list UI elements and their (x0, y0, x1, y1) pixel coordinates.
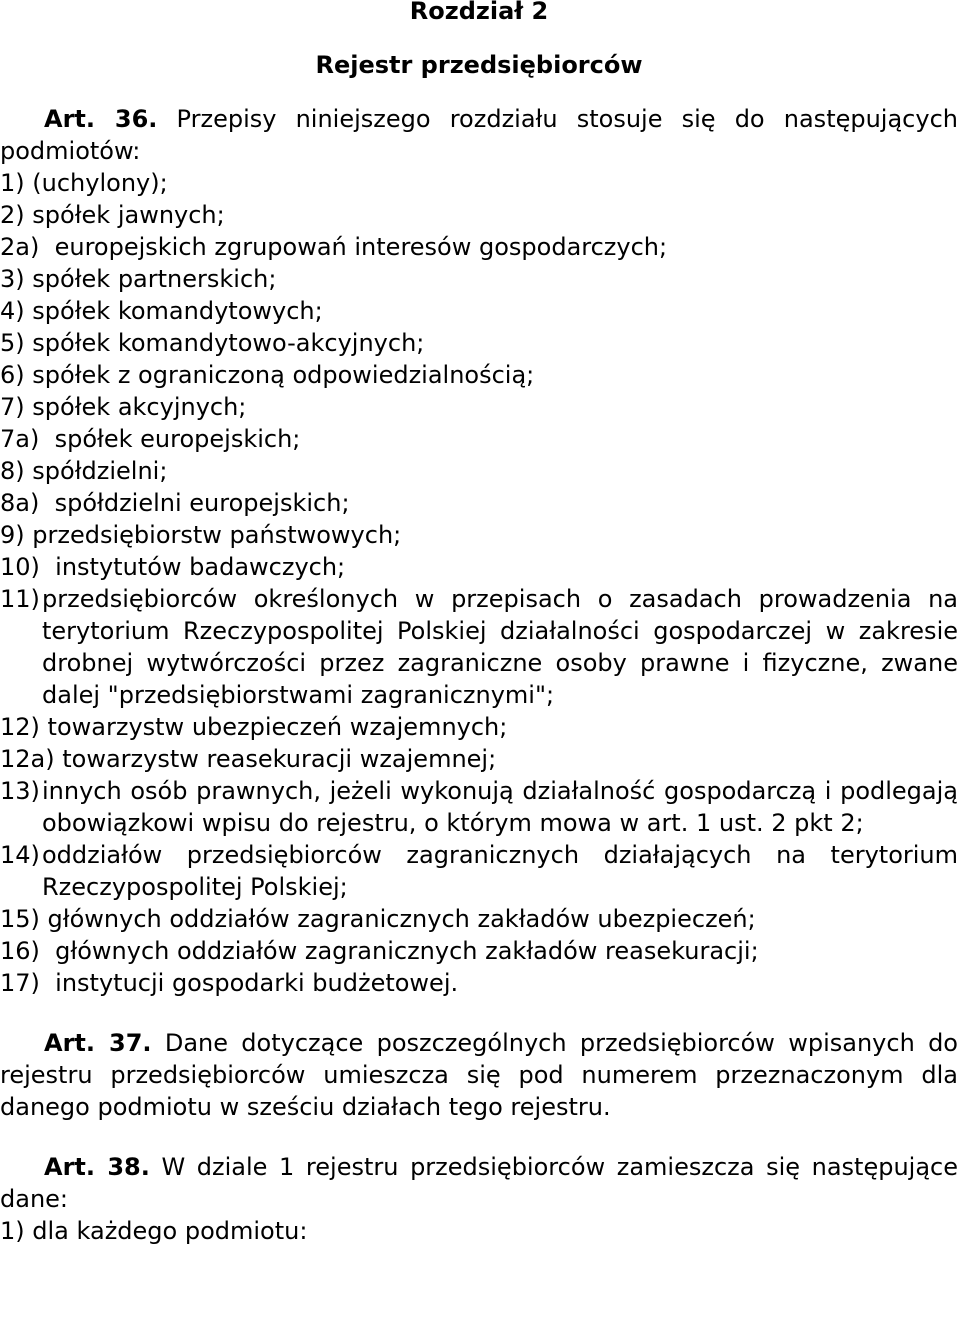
list-item (0, 231, 958, 263)
item-text: towarzystw reasekuracji wzajemnej; (62, 745, 497, 773)
article-37-heading: Art. 37. (44, 1029, 152, 1057)
article-38 (0, 1151, 958, 1215)
item-text: towarzystw ubezpieczeń wzajemnych; (47, 713, 508, 741)
item-text: głównych oddziałów zagranicznych zakładów reasekuracji; (55, 937, 759, 965)
item-text: spółek europejskich; (54, 425, 301, 453)
item-number: 3) (0, 265, 25, 293)
item-text: europejskich zgrupowań interesów gospodarczych; (54, 233, 668, 261)
item-number: 7a) (0, 425, 40, 453)
list-item (0, 295, 958, 327)
item-number: 13) (0, 777, 40, 805)
item-number: 15) (0, 905, 40, 933)
article-37-text: Dane dotyczące poszczególnych przedsiębiorców wpisanych do rejestru przedsiębiorców umieszcza się pod numerem przeznaczonym dla danego podmiotu w sześciu działach tego rejestru. (0, 1029, 958, 1121)
list-item (0, 487, 958, 519)
item-number: 1) (0, 169, 25, 197)
item-number: 6) (0, 361, 25, 389)
item-text: spółek jawnych; (32, 201, 225, 229)
list-item (0, 199, 958, 231)
list-item (0, 519, 958, 551)
article-37 (0, 1027, 958, 1123)
article-38-list (0, 1215, 958, 1247)
item-text: spółdzielni europejskich; (54, 489, 350, 517)
item-text: instytutów badawczych; (55, 553, 346, 581)
article-38-text: W dziale 1 rejestru przedsiębiorców zamieszcza się następujące dane: (0, 1153, 958, 1213)
article-36-intro: Przepisy niniejszego rozdziału stosuje się do następujących podmiotów: (0, 105, 958, 165)
list-item (0, 935, 958, 967)
list-item (0, 839, 958, 903)
item-text: oddziałów przedsiębiorców zagranicznych działających na terytorium Rzeczypospolitej Polskiej; (42, 841, 958, 901)
item-text: innych osób prawnych, jeżeli wykonują działalność gospodarczą i podlegają obowiązkowi wpisu do rejestru, o którym mowa w art. 1 ust. 2 pkt 2; (42, 777, 958, 837)
item-text: (uchylony); (32, 169, 168, 197)
list-item (0, 551, 958, 583)
list-item (0, 327, 958, 359)
item-number: 16) (0, 937, 40, 965)
article-36-list (0, 167, 958, 999)
chapter-title: Rozdział 2 (409, 0, 549, 25)
list-item (0, 455, 958, 487)
item-text: spółek z ograniczoną odpowiedzialnością; (32, 361, 535, 389)
item-number: 12) (0, 713, 40, 741)
article-36-heading: Art. 36. (44, 105, 158, 133)
list-item (0, 583, 958, 711)
item-number: 12a) (0, 745, 55, 773)
list-item (0, 359, 958, 391)
article-38-heading: Art. 38. (44, 1153, 150, 1181)
list-item (0, 967, 958, 999)
item-text: przedsiębiorców określonych w przepisach o zasadach prowadzenia na terytorium Rzeczypospolitej Polskiej działalności gospodarczej w zakresie drobnej wytwórczości przez zagraniczne osoby prawne i fizyczne, zwane dalej "przedsiębiorstwami zagranicznymi"; (42, 585, 958, 709)
list-item (0, 1215, 958, 1247)
list-item (0, 423, 958, 455)
item-number: 17) (0, 969, 40, 997)
item-text: spółek akcyjnych; (32, 393, 247, 421)
list-item (0, 391, 958, 423)
list-item (0, 711, 958, 743)
list-item (0, 263, 958, 295)
item-number: 1) (0, 1217, 25, 1245)
item-number: 9) (0, 521, 25, 549)
item-text: spółdzielni; (32, 457, 168, 485)
item-number: 11) (0, 585, 40, 613)
item-number: 5) (0, 329, 25, 357)
list-item (0, 743, 958, 775)
item-number: 2) (0, 201, 25, 229)
list-item (0, 775, 958, 839)
item-number: 7) (0, 393, 25, 421)
list-item (0, 167, 958, 199)
item-number: 4) (0, 297, 25, 325)
item-text: głównych oddziałów zagranicznych zakładów ubezpieczeń; (47, 905, 756, 933)
chapter-subtitle: Rejestr przedsiębiorców (315, 51, 643, 79)
item-text: spółek partnerskich; (32, 265, 277, 293)
item-text: spółek komandytowo-akcyjnych; (32, 329, 425, 357)
item-number: 8a) (0, 489, 40, 517)
item-text: przedsiębiorstw państwowych; (32, 521, 402, 549)
item-number: 14) (0, 841, 40, 869)
item-text: spółek komandytowych; (32, 297, 323, 325)
item-text: instytucji gospodarki budżetowej. (55, 969, 459, 997)
item-text: dla każdego podmiotu: (32, 1217, 308, 1245)
item-number: 2a) (0, 233, 40, 261)
list-item (0, 903, 958, 935)
item-number: 10) (0, 553, 40, 581)
item-number: 8) (0, 457, 25, 485)
article-36 (0, 103, 958, 167)
